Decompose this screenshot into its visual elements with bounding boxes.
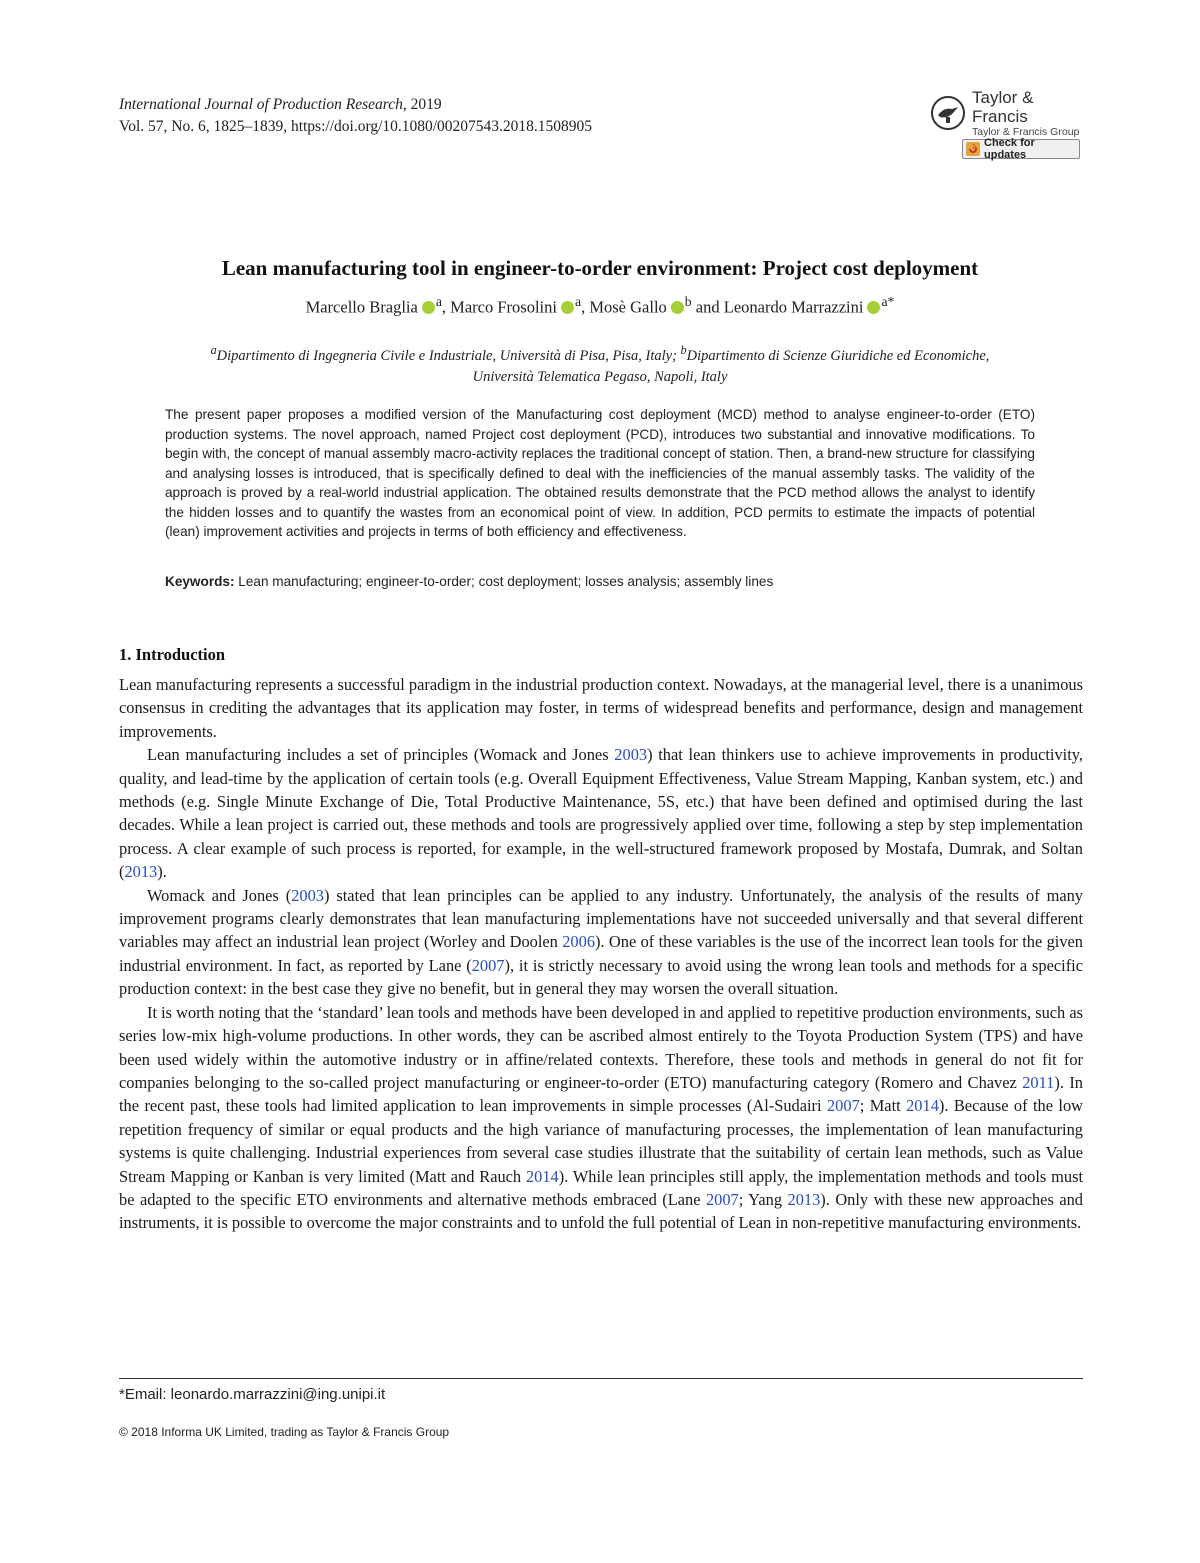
publisher-name: Taylor & Francis <box>972 88 1034 126</box>
section-body <box>119 673 1083 1235</box>
footnote-divider <box>119 1378 1083 1379</box>
affiliation-b-line2: Università Telematica Pegaso, Napoli, Italy <box>472 368 728 385</box>
affiliation-b: Dipartimento di Scienze Giuridiche ed Economiche, <box>686 347 990 364</box>
check-updates-icon <box>966 142 980 156</box>
citation-link[interactable]: 2014 <box>525 1166 559 1186</box>
journal-header <box>119 94 592 138</box>
citation-link[interactable]: 2007 <box>826 1096 860 1116</box>
taylor-francis-logo-icon <box>930 95 966 131</box>
orcid-icon[interactable] <box>422 301 435 314</box>
orcid-icon[interactable] <box>561 301 574 314</box>
affiliation-marker: b <box>680 343 687 357</box>
orcid-icon[interactable] <box>867 301 880 314</box>
orcid-icon[interactable] <box>671 301 684 314</box>
keywords <box>165 574 1035 589</box>
author-name[interactable]: Leonardo Marrazzini <box>723 297 864 317</box>
citation-link[interactable]: 2013 <box>124 862 158 882</box>
paragraph: It is worth noting that the ‘standard’ lean tools and methods have been developed in and applied to repetitive production environments, such as series low-mix high-volume productions. In other words, they can be ascribed almost entirely to the Toyota Production System (TPS) and have been used widely within the automotive industry or in affine/related contexts. Therefore, these tools and methods in general do not fit for companies belonging to the so-called project manufacturing or engineer-to-order (ETO) manufacturing category (Romero and Chavez 2011). In the recent past, these tools had limited application to lean improvements in simple processes (Al-Sudairi 2007; Matt 2014). Because of the low repetition frequency of similar or equal products and the high variance of manufacturing processes, the implementation of lean manufacturing systems is quite challenging. Industrial experiences from several case studies illustrate that the suitability of certain lean methods, such as Value Stream Mapping or Kanban is very limited (Matt and Rauch 2014). While lean principles still apply, the implementation methods and tools must be adapted to the specific ETO environments and alternative methods embraced (Lane 2007; Yang 2013). Only with these new approaches and instruments, it is possible to overcome the major constraints and to unfold the full potential of Lean in non-repetitive manufacturing environments. <box>119 1002 1083 1233</box>
citation-link[interactable]: 2003 <box>291 885 324 905</box>
affiliation-marker: a <box>210 343 217 357</box>
author-separator: and <box>691 297 724 317</box>
affiliations <box>100 340 1100 388</box>
publisher-group: Taylor & Francis Group <box>972 126 1080 138</box>
journal-citation-line <box>119 94 592 116</box>
author-affiliation-sup: a* <box>881 294 895 309</box>
copyright-notice: © 2018 Informa UK Limited, trading as Taylor & Francis Group <box>119 1425 450 1439</box>
check-updates-label: Check for updates <box>984 137 1035 161</box>
citation-link[interactable]: 2003 <box>614 745 648 765</box>
journal-name: International Journal of Production Research <box>119 96 403 113</box>
article-title: Lean manufacturing tool in engineer-to-order environment: Project cost deployment <box>221 256 979 280</box>
author-name[interactable]: Marcello Braglia <box>305 297 418 317</box>
author-name[interactable]: Mosè Gallo <box>589 297 667 317</box>
citation-link[interactable]: 2007 <box>705 1189 739 1209</box>
citation-link[interactable]: 2014 <box>906 1096 939 1116</box>
author-name[interactable]: Marco Frosolini <box>450 297 557 317</box>
author-separator: , <box>441 297 451 317</box>
author-affiliation-sup: b <box>684 294 692 309</box>
author-affiliation-sup: a <box>574 294 582 309</box>
paragraph: Lean manufacturing represents a successful paradigm in the industrial production context. Nowadays, at the managerial level, there is a unanimous consensus in crediting the advantages that its application may foster, in terms of widespread benefits and performance, design and management improvements. <box>119 675 1083 741</box>
citation-link[interactable]: 2013 <box>787 1189 821 1209</box>
keywords-label: Keywords: <box>165 574 235 589</box>
corresponding-email[interactable]: *Email: leonardo.marrazzini@ing.unipi.it <box>119 1386 386 1403</box>
author-list <box>0 294 1200 318</box>
paragraph: Lean manufacturing includes a set of principles (Womack and Jones 2003) that lean thinkers use to achieve improvements in productivity, quality, and lead-time by the application of certain tools (e.g. Overall Equipment Effectiveness, Value Stream Mapping, Kanban system, etc.) and methods (e.g. Single Minute Exchange of Die, Total Productive Maintenance, 5S, etc.) that have been defined and optimised during the last decades. While a lean project is carried out, these methods and tools are progressively applied over time, following a step by step implementation process. A clear example of such process is reported, for example, in the well-structured framework proposed by Mostafa, Dumrak, and Soltan (2013). <box>119 745 1083 882</box>
citation-link[interactable]: 2006 <box>562 932 596 952</box>
citation-link[interactable]: 2007 <box>471 955 505 975</box>
check-for-updates-button[interactable] <box>962 139 1080 159</box>
keywords-list: Lean manufacturing; engineer-to-order; cost deployment; losses analysis; assembly lines <box>234 574 774 589</box>
journal-year: , 2019 <box>402 96 442 113</box>
affiliation-a: Dipartimento di Ingegneria Civile e Industriale, Università di Pisa, Pisa, Italy; <box>216 347 681 364</box>
author-separator: , <box>581 297 590 317</box>
citation-link[interactable]: 2011 <box>1022 1072 1055 1092</box>
section-heading: 1. Introduction <box>119 645 226 664</box>
volume-doi-line[interactable]: Vol. 57, No. 6, 1825–1839, https://doi.org/10.1080/00207543.2018.1508905 <box>119 118 593 135</box>
publisher-logo <box>930 88 1090 138</box>
author-affiliation-sup: a <box>435 294 442 309</box>
paragraph: Womack and Jones (2003) stated that lean principles can be applied to any industry. Unfortunately, the analysis of the results of many improvement programs clearly demonstrates that lean manufacturing implementations have not succeeded universally and that several different variables may affect an industrial lean project (Worley and Doolen 2006). One of these variables is the use of the incorrect lean tools for the given industrial environment. In fact, as reported by Lane (2007), it is strictly necessary to avoid using the wrong lean tools and methods for a specific production context: in the best case they give no benefit, but in general they may worsen the overall situation. <box>119 885 1084 999</box>
abstract: The present paper proposes a modified version of the Manufacturing cost deployment (MCD) method to analyse engineer-to-order (ETO) production systems. The novel approach, named Project cost deployment (PCD), introduces two substantial and innovative modifications. To begin with, the concept of manual assembly macro-activity replaces the traditional concept of station. Then, a brand-new structure for classifying and analysing losses is introduced, that is specifically defined to deal with the inefficiencies of the manual assembly tasks. The validity of the approach is proved by a real-world industrial application. The obtained results demonstrate that the PCD method allows the analyst to identify the hidden losses and to quantify the wastes from an economical point of view. In addition, PCD permits to estimate the impacts of potential (lean) improvement activities and projects in terms of both efficiency and effectiveness. <box>165 407 1035 539</box>
